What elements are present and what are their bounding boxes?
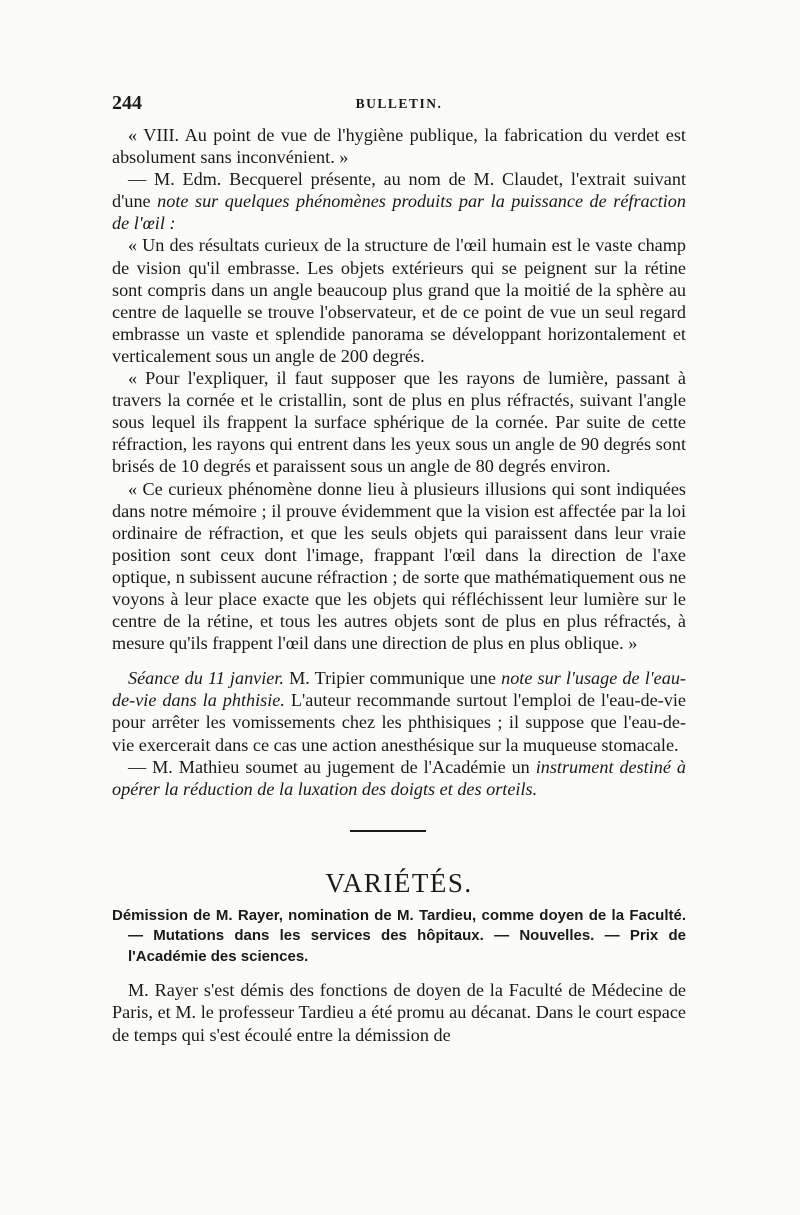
seance-note-title: note sur l'usage de l'eau-de-vie dans la phthisie. — [112, 668, 686, 711]
running-head: BULLETIN. — [355, 96, 443, 111]
paragraph-seance — [112, 667, 686, 755]
divider-rule — [350, 830, 426, 832]
section-title-varietes: VARIÉTÉS. — [325, 867, 473, 898]
seance-text-1: M. Tripier communique une — [283, 668, 502, 689]
page-number: 244 — [112, 92, 142, 114]
paragraph-rayer: M. Rayer s'est démis des fonctions de doyen de la Faculté de Médecine de Paris, et M. le professeur Tardieu a été promu au décanat. Dans le court espace de temps qui s'est écoulé entre la démission de — [112, 980, 686, 1045]
page-header — [112, 92, 686, 120]
paragraph-illusions: « Ce curieux phénomène donne lieu à plusieurs illusions qui sont indiquées dans notre mémoire ; il prouve évidemment que la vision est affectée par la loi ordinaire de réfraction, et que les seuls objets qui paraissent dans leur vraie position sont ceux dont l'image, frappant l'œil dans la direction de l'axe optique, n subissent aucune réfraction ; de sorte que mathématiquement ous ne voyons à leur place exacte que les objets qui réfléchissent leur lumière sur le centre de la rétine, et tous les autres objets sont de plus en plus réfractés, à mesure qu'ils frappent l'œil dans une direction de plus en plus oblique. » — [112, 478, 686, 654]
becquerel-note-title: note sur quelques phénomènes produits par la puissance de réfraction de l'œil : — [112, 191, 686, 234]
paragraph-refraction: « Pour l'expliquer, il faut supposer que les rayons de lumière, passant à travers la cornée et le cristallin, sont de plus en plus réfractés, suivant l'angle sous lequel ils frappent la surface sphérique de la cornée. Par suite de cette réfraction, les rayons qui entrent dans les yeux sous un angle de 90 degrés sont brisés de 10 degrés et paraissent sous un angle de 80 degrés environ. — [112, 368, 686, 477]
paragraph-vision-field: « Un des résultats curieux de la structure de l'œil humain est le vaste champ de vision qu'il embrasse. Les objets extérieurs qui se peignent sur la rétine sont compris dans un angle beaucoup plus grand que la moitié de la sphère au centre de laquelle se trouve l'observateur, et de ce point de vue un seul regard embrasse un vaste et splendide panorama se développant horizontalement et verticalement sous un angle de 200 degrés. — [112, 235, 686, 366]
paragraph-becquerel — [112, 168, 686, 234]
mathieu-text: — M. Mathieu soumet au jugement de l'Académie un — [128, 756, 536, 777]
section-divider — [112, 800, 686, 866]
spacer — [112, 967, 686, 979]
becquerel-text: — M. Edm. Becquerel présente, au nom de M. Claudet, l'extrait suivant d'une — [112, 169, 686, 212]
paragraph-verdet: « VIII. Au point de vue de l'hygiène publique, la fabrication du verdet est absolument sans inconvénient. » — [112, 125, 686, 168]
section-summary: Démission de M. Rayer, nomination de M. Tardieu, comme doyen de la Faculté. — Mutations dans les services des hôpitaux. — Nouvelles. — Prix de l'Académie des sciences. — [112, 906, 686, 965]
spacer — [112, 654, 686, 667]
seance-date: Séance du 11 janvier. — [128, 668, 284, 689]
paragraph-mathieu — [112, 756, 686, 800]
seance-text-2: L'auteur recommande surtout l'emploi de l'eau-de-vie pour arrêter les vomissements chez les phthisiques ; il suppose que l'eau-de-vie exercerait dans ce cas une action anesthésique sur la muqueuse stomacale. — [112, 690, 686, 755]
mathieu-instrument: instrument destiné à opérer la réduction de la luxation des doigts et des orteils. — [112, 756, 686, 799]
